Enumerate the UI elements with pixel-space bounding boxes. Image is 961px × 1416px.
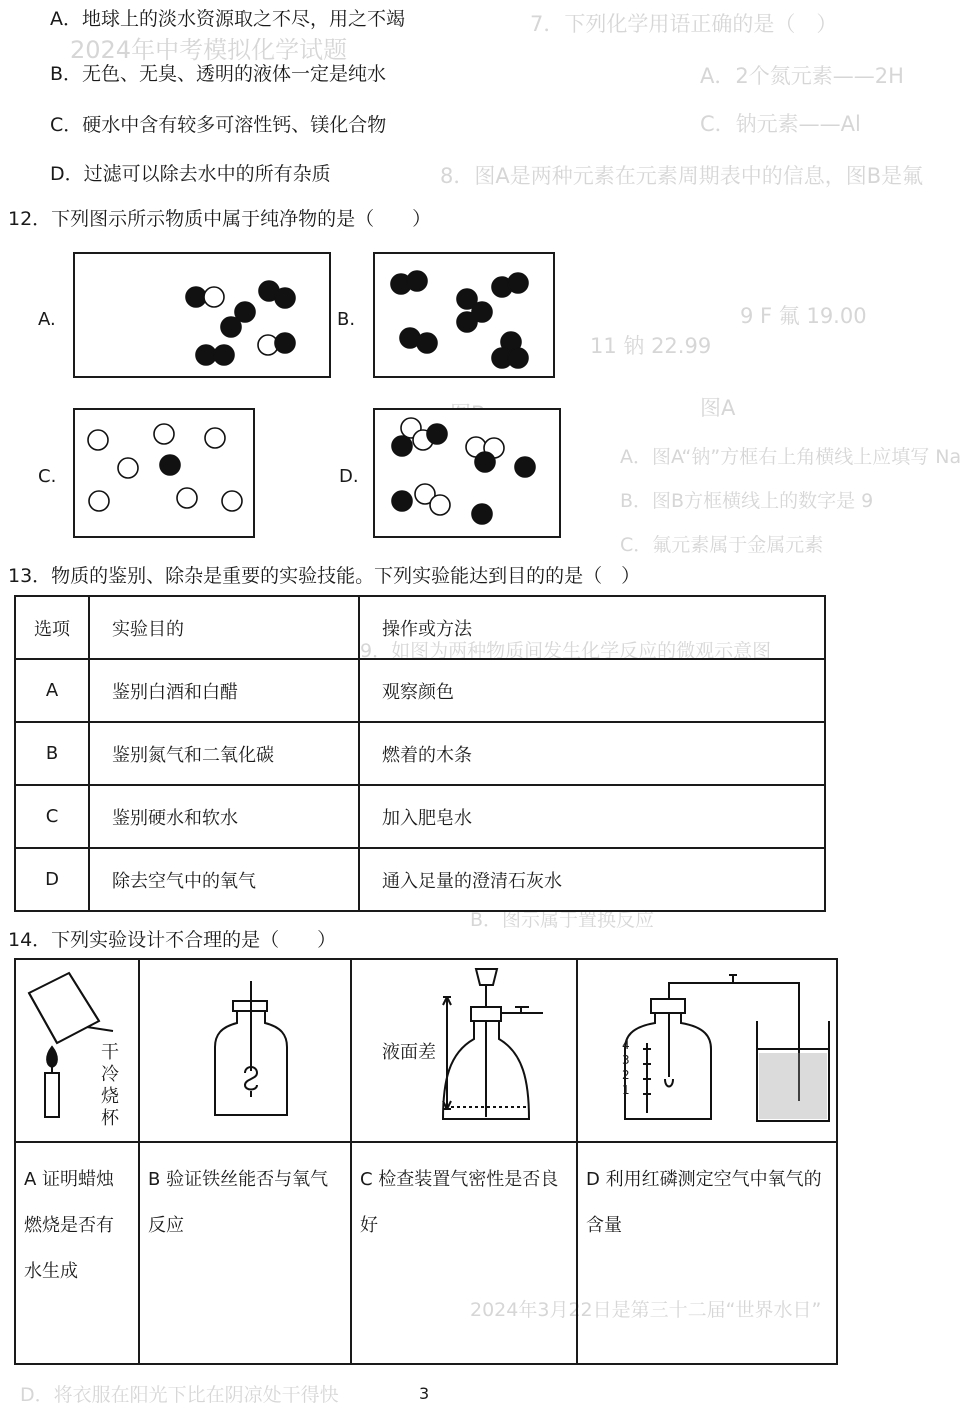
bleed-text: 9 F 氟 19.00	[740, 304, 867, 328]
row-method: 加入肥皂水	[359, 785, 825, 848]
scale-4: 4	[622, 1038, 630, 1052]
bleed-text: 9．如图为两种物质间发生化学反应的微观示意图	[360, 640, 772, 662]
molecule-diagram-a	[75, 254, 329, 376]
molecule-diagram-b	[375, 254, 553, 376]
bleed-text: 8．图A是两种元素在元素周期表中的信息，图B是氟	[440, 164, 924, 188]
q11-option-b: B．无色、无臭、透明的液体一定是纯水	[50, 63, 387, 85]
header-option: 选项	[15, 596, 89, 659]
q14-option-c[interactable]: C 检查装置气密性是否良好	[351, 1142, 577, 1364]
bleed-text: A．图A“钠”方框右上角横线上应填写 Na	[620, 446, 961, 468]
bleed-text: B．图B方框横线上的数字是 9	[620, 490, 874, 512]
red-phosphorus-setup-illustration	[579, 961, 835, 1135]
q11-option-c: C．硬水中含有较多可溶性钙、镁化合物	[50, 114, 387, 136]
bleed-text: C．钠元素——Al	[700, 112, 861, 136]
header-purpose: 实验目的	[89, 596, 359, 659]
table-row[interactable]	[15, 785, 825, 848]
beaker-label: 干冷烧杯	[101, 1042, 119, 1129]
row-option: D	[15, 848, 89, 911]
figure-iron-wire-bottle	[139, 959, 351, 1142]
row-purpose: 鉴别氮气和二氧化碳	[89, 722, 359, 785]
q14-table	[14, 958, 838, 1365]
scale-2: 2	[622, 1068, 630, 1082]
row-method: 通入足量的澄清石灰水	[359, 848, 825, 911]
q12-label-c: C.	[38, 466, 57, 487]
row-option: C	[15, 785, 89, 848]
q12-label-d: D.	[339, 466, 359, 487]
row-option: A	[15, 659, 89, 722]
q12-panel-c[interactable]	[73, 408, 255, 538]
q14-option-a[interactable]: A 证明蜡烛燃烧是否有水生成	[15, 1142, 139, 1364]
q14-option-d[interactable]: D 利用红磷测定空气中氧气的含量	[577, 1142, 837, 1364]
figure-red-phosphorus-setup	[577, 959, 837, 1142]
q11-option-a: A．地球上的淡水资源取之不尽，用之不竭	[50, 8, 405, 30]
row-purpose: 鉴别硬水和软水	[89, 785, 359, 848]
row-method: 燃着的木条	[359, 722, 825, 785]
bleed-text: B．图示属于置换反应	[470, 909, 655, 931]
scale-1: 1	[622, 1083, 630, 1097]
molecule-diagram-c	[75, 410, 253, 536]
table-header-row	[15, 596, 825, 659]
bleed-text: 11 钠 22.99	[590, 334, 712, 358]
q11-option-d: D．过滤可以除去水中的所有杂质	[50, 163, 331, 185]
q13-table	[14, 595, 826, 912]
page-number: 3	[419, 1384, 430, 1403]
table-row[interactable]	[15, 722, 825, 785]
bleed-text: 图A	[700, 396, 736, 420]
bleed-text: 2024年中考模拟化学试题	[70, 36, 348, 64]
scale-3: 3	[622, 1053, 630, 1067]
table-row[interactable]	[15, 848, 825, 911]
figure-candle-beaker	[15, 959, 139, 1142]
q12-panel-a[interactable]	[73, 252, 331, 378]
row-method: 观察颜色	[359, 659, 825, 722]
bleed-text: 2024年3月22日是第三十二届“世界水日”	[470, 1299, 822, 1321]
q14-title: 14．下列实验设计不合理的是（ ）	[8, 929, 337, 951]
bleed-text: 7．下列化学用语正确的是（ ）	[530, 12, 838, 36]
table-row[interactable]	[15, 659, 825, 722]
iron-wire-bottle-illustration	[141, 961, 349, 1135]
header-method: 操作或方法	[359, 596, 825, 659]
level-difference-label: 液面差	[382, 1042, 436, 1063]
q12-panel-b[interactable]	[373, 252, 555, 378]
bleed-text: A．2个氮元素——2H	[700, 64, 904, 88]
q12-label-b: B.	[337, 309, 356, 330]
molecule-diagram-d	[375, 410, 559, 536]
row-purpose: 鉴别白酒和白醋	[89, 659, 359, 722]
q12-label-a: A.	[38, 309, 56, 330]
row-option: B	[15, 722, 89, 785]
figure-airtightness-flask	[351, 959, 577, 1142]
q12-title: 12．下列图示所示物质中属于纯净物的是（ ）	[8, 208, 432, 230]
bleed-text: D．将衣服在阳光下比在阴凉处干得快	[20, 1384, 339, 1406]
q13-title: 13．物质的鉴别、除杂是重要的实验技能。下列实验能达到目的的是（ ）	[8, 565, 641, 587]
q12-panel-d[interactable]	[373, 408, 561, 538]
row-purpose: 除去空气中的氧气	[89, 848, 359, 911]
bleed-text: C．氟元素属于金属元素	[620, 534, 824, 556]
q14-option-b[interactable]: B 验证铁丝能否与氧气反应	[139, 1142, 351, 1364]
